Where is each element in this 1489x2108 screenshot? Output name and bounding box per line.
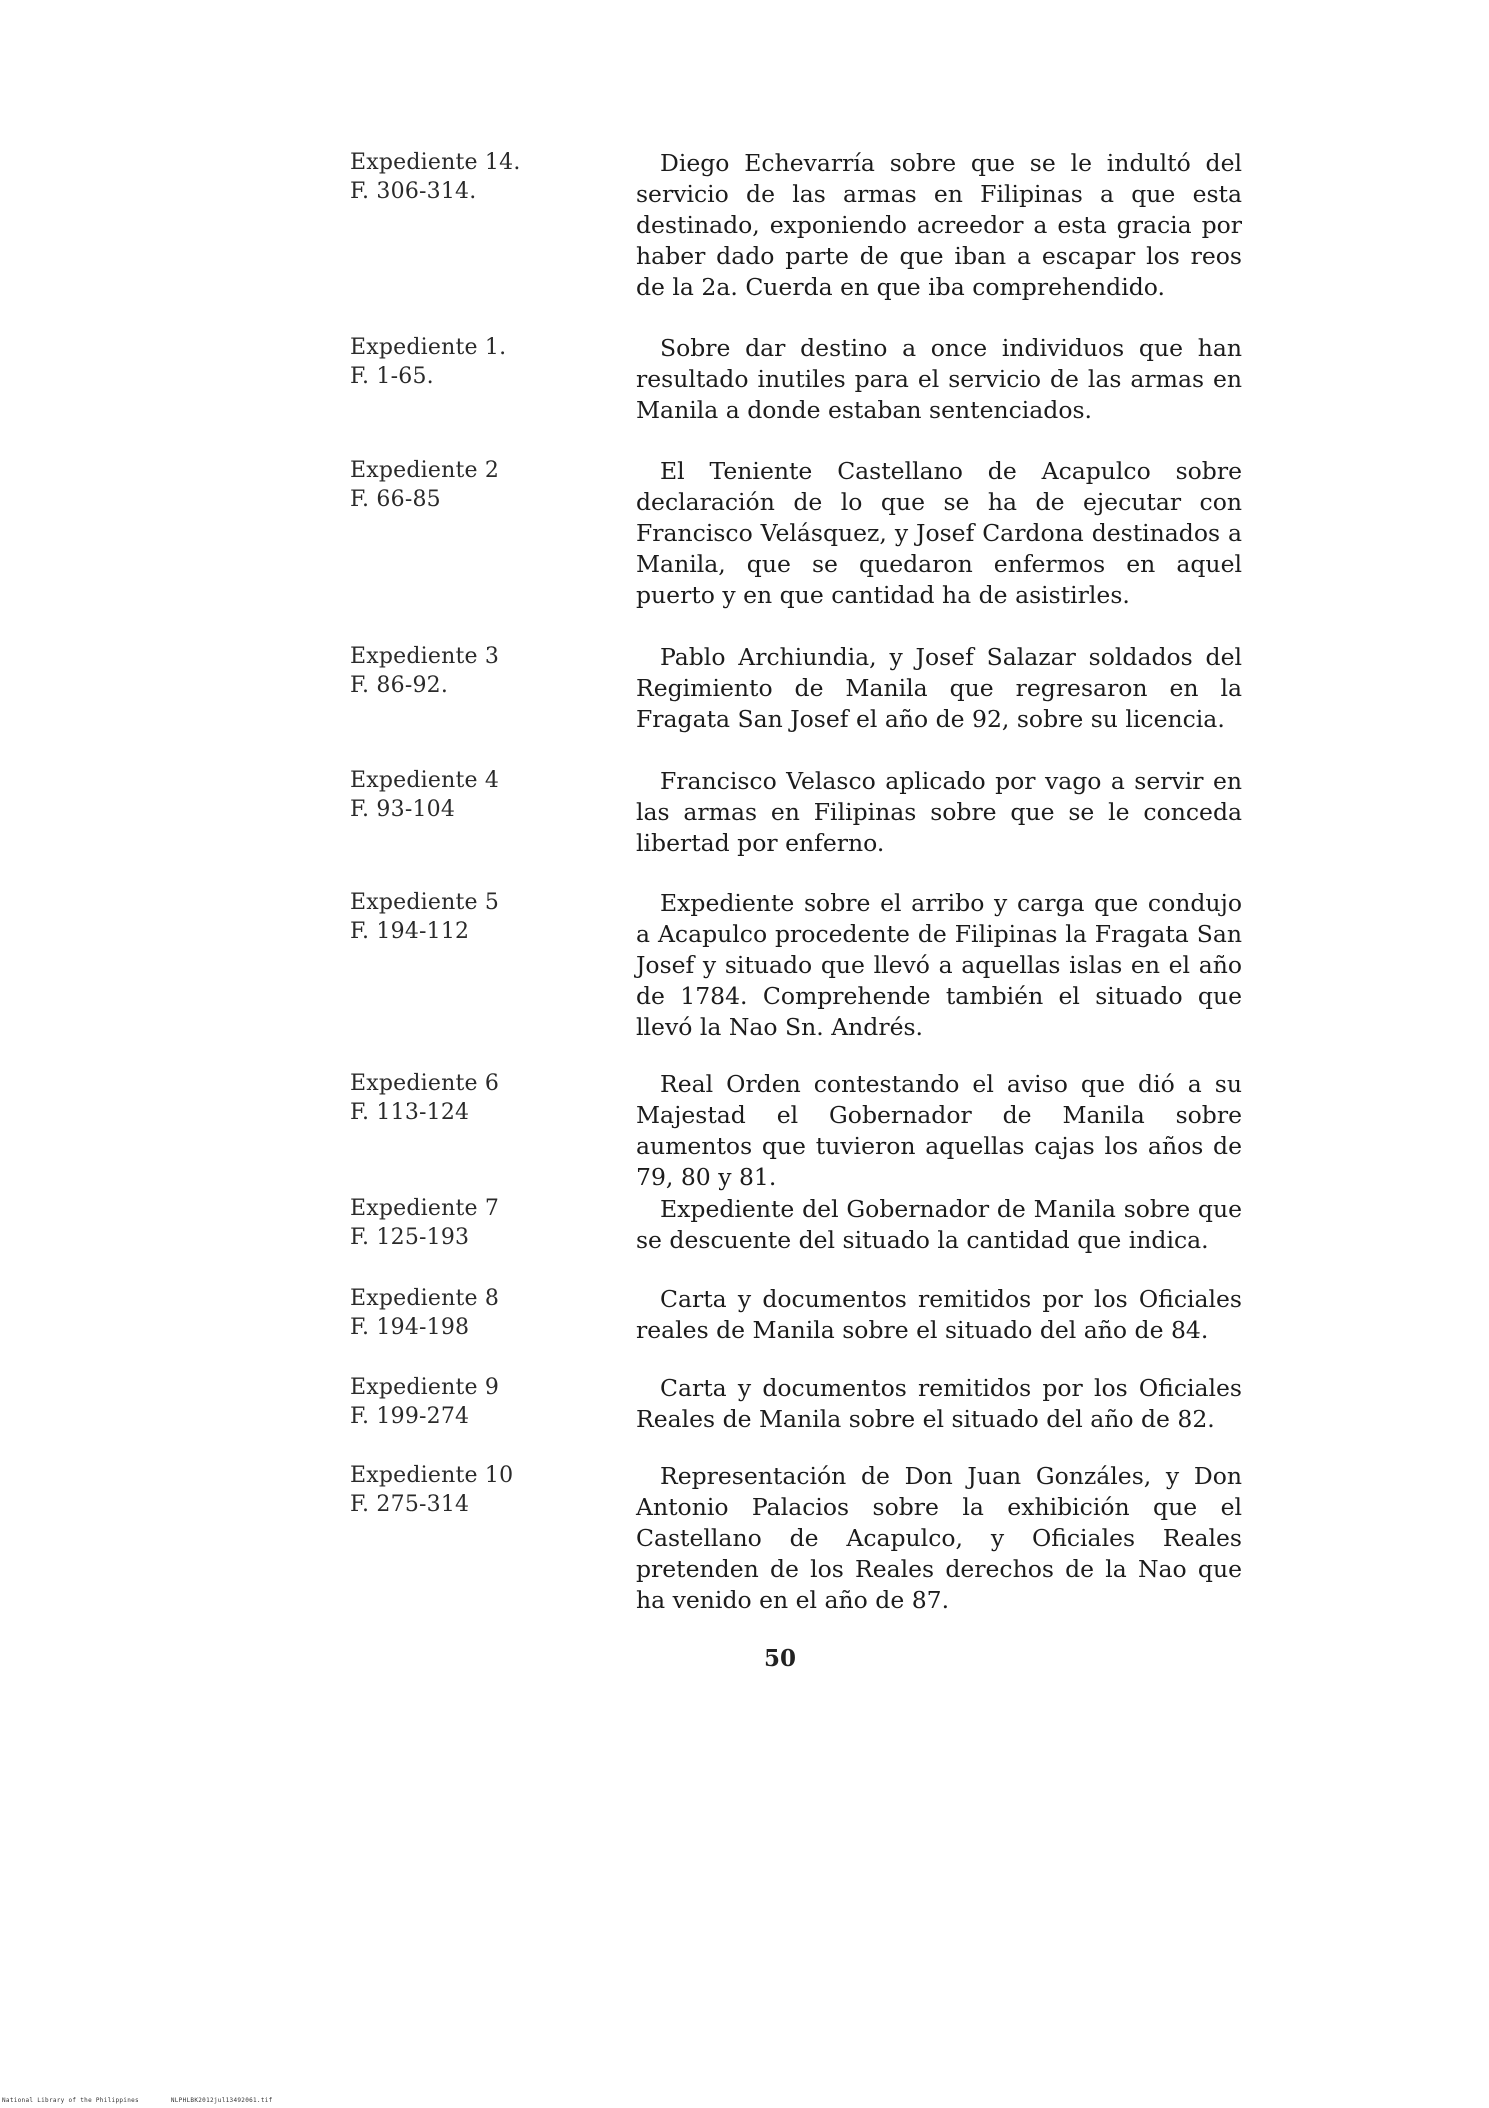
- folio-range: F. 1-65.: [350, 364, 434, 389]
- folio-range: F. 194-112: [350, 919, 470, 944]
- entry-reference: [350, 1069, 590, 1127]
- expediente-number: Expediente 9: [350, 1375, 500, 1400]
- folio-range: F. 66-85: [350, 487, 441, 512]
- expediente-number: Expediente 3: [350, 644, 500, 669]
- entry-description: Carta y documentos remitidos por los Oficiales reales de Manila sobre el situado del año de 84.: [636, 1285, 1242, 1344]
- entry-description: Francisco Velasco aplicado por vago a servir en las armas en Filipinas sobre que se le conceda libertad por enferno.: [636, 767, 1242, 857]
- entry-description: Expediente del Gobernador de Manila sobre que se descuente del situado la cantidad que indica.: [636, 1195, 1242, 1254]
- folio-range: F. 275-314: [350, 1492, 470, 1517]
- entry-reference: [350, 1194, 590, 1252]
- expediente-number: Expediente 4: [350, 768, 500, 793]
- folio-range: F. 86-92.: [350, 673, 449, 698]
- folio-range: F. 93-104: [350, 797, 456, 822]
- entry-reference: [350, 1373, 590, 1431]
- footer-library-name: National Library of the Philippines: [2, 2097, 139, 2104]
- entry-description: Sobre dar destino a once individuos que han resultado inutiles para el servicio de las armas en Manila a donde estaban sentenciados.: [636, 334, 1242, 424]
- folio-range: F. 306-314.: [350, 179, 477, 204]
- entry-reference: [350, 888, 590, 946]
- expediente-number: Expediente 1.: [350, 335, 507, 360]
- folio-range: F. 199-274: [350, 1404, 470, 1429]
- entry-description: Expediente sobre el arribo y carga que condujo a Acapulco procedente de Filipinas la Fragata San Josef y situado que llevó a aquellas islas en el año de 1784. Comprehende también el situado que llevó la Nao Sn. Andrés.: [636, 889, 1242, 1041]
- entry-description: Real Orden contestando el aviso que dió a su Majestad el Gobernador de Manila sobre aumentos que tuvieron aquellas cajas los años de 79, 80 y 81.: [636, 1070, 1242, 1191]
- entry-description: Carta y documentos remitidos por los Oficiales Reales de Manila sobre el situado del año de 82.: [636, 1374, 1242, 1433]
- entry-reference: [350, 1461, 590, 1519]
- entry-reference: [350, 456, 590, 514]
- entry-description: Diego Echevarría sobre que se le indultó del servicio de las armas en Filipinas a que esta destinado, exponiendo acreedor a esta gracia por haber dado parte de que iban a escapar los reos de la 2a. Cuerda en que iba comprehendido.: [636, 149, 1242, 301]
- entry-reference: [350, 642, 590, 700]
- folio-range: F. 113-124: [350, 1100, 470, 1125]
- folio-range: F. 194-198: [350, 1315, 470, 1340]
- entry-description: Representación de Don Juan Gonzáles, y Don Antonio Palacios sobre la exhibición que el Castellano de Acapulco, y Oficiales Reales pretenden de los Reales derechos de la Nao que ha venido en el año de 87.: [636, 1462, 1242, 1614]
- expediente-number: Expediente 8: [350, 1286, 500, 1311]
- entry-description: Pablo Archiundia, y Josef Salazar soldados del Regimiento de Manila que regresaron en la Fragata San Josef el año de 92, sobre su licencia.: [636, 643, 1242, 733]
- entry-reference: [350, 1284, 590, 1342]
- expediente-number: Expediente 2: [350, 458, 500, 483]
- entry-reference: [350, 148, 590, 206]
- entry-reference: [350, 766, 590, 824]
- entry-reference: [350, 333, 590, 391]
- footer-file-name: NLPHLBK2012jul13492061.tif: [170, 2097, 273, 2104]
- expediente-number: Expediente 5: [350, 890, 500, 915]
- page-number: 50: [763, 1645, 796, 1672]
- folio-range: F. 125-193: [350, 1225, 470, 1250]
- expediente-number: Expediente 6: [350, 1071, 500, 1096]
- expediente-number: Expediente 14.: [350, 150, 521, 175]
- expediente-number: Expediente 10: [350, 1463, 514, 1488]
- scan-footer: [2, 2097, 301, 2104]
- entry-description: El Teniente Castellano de Acapulco sobre declaración de lo que se ha de ejecutar con Francisco Velásquez, y Josef Cardona destinados a Manila, que se quedaron enfermos en aquel puerto y en que cantidad ha de asistirles.: [636, 457, 1242, 609]
- expediente-number: Expediente 7: [350, 1196, 500, 1221]
